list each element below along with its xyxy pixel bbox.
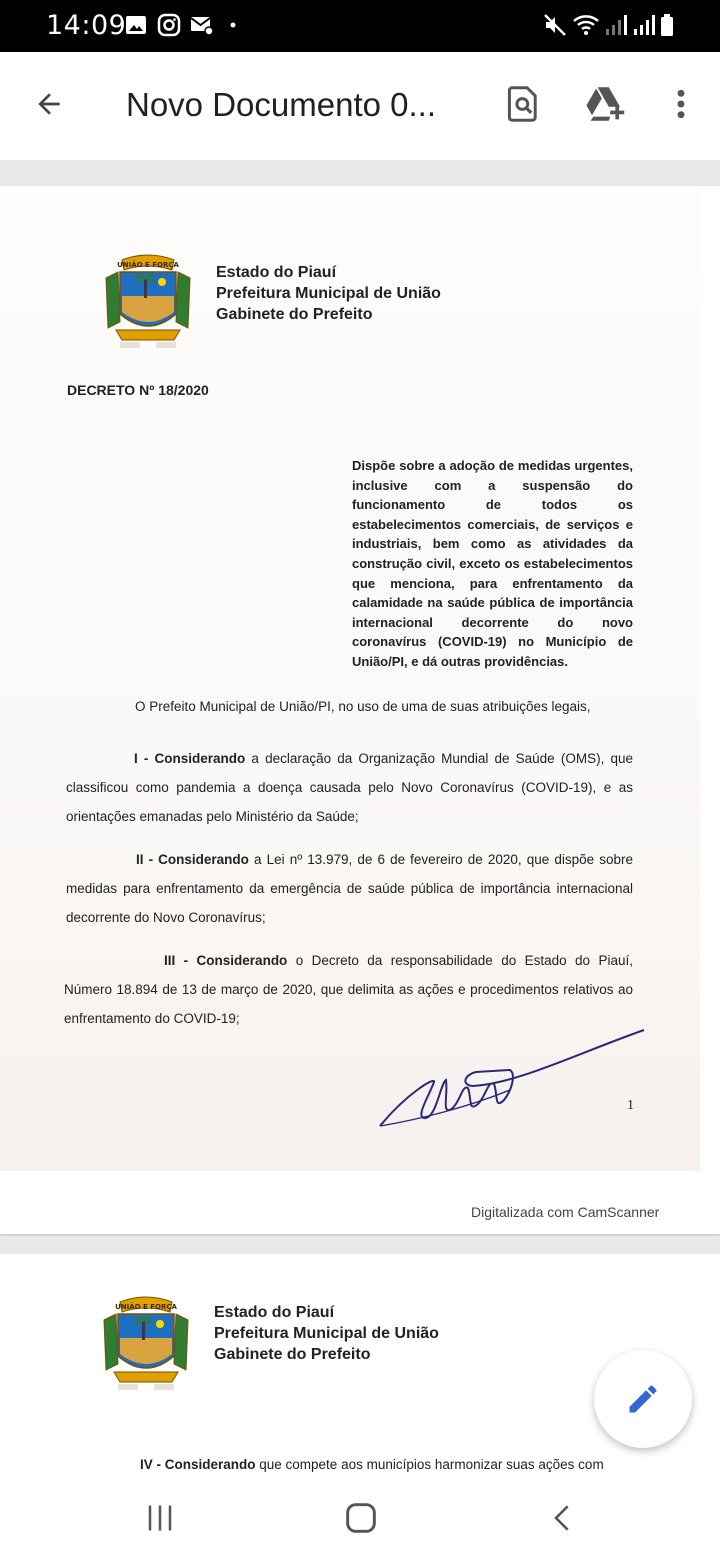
mute-icon — [543, 13, 567, 37]
decree-summary: Dispõe sobre a adoção de medidas urgentes, inclusive com a suspensão do funcionamento de todos os estabelecimentos comerciais, de serviços e industriais, bem como as atividades da construção civil, exceto os estabelecimentos que menciona, para enfrentamento da calamidade na saúde pública de importância internacional decorrente do novo coronavírus (COVID-19) no Município de União/PI, e dá outras providências. — [352, 458, 633, 669]
app-bar — [0, 52, 720, 160]
consideration-label: I - Considerando — [134, 751, 246, 766]
consideration-2 — [66, 845, 633, 932]
add-to-drive-icon — [585, 85, 627, 123]
recent-apps-icon — [145, 1503, 175, 1533]
consideration-label: IV - Considerando — [140, 1457, 256, 1472]
status-bar — [0, 0, 720, 52]
svg-text:UNIÃO E FORÇA: UNIÃO E FORÇA — [117, 261, 179, 269]
intro-paragraph: O Prefeito Municipal de União/PI, no uso de uma de suas atribuições legais, — [135, 699, 591, 714]
consideration-label: III - Considerando — [164, 953, 288, 968]
consideration-3 — [64, 946, 633, 1033]
instagram-icon — [157, 13, 181, 37]
arrow-back-icon — [33, 88, 65, 120]
back-icon — [549, 1502, 577, 1534]
add-to-drive-button[interactable] — [582, 80, 630, 128]
more-vertical-icon — [676, 88, 686, 120]
consideration-text: a declaração da Organização Mundial de Saúde (OMS), que classificou como pandemia a doença causada pelo Novo Coronavírus (COVID-19), e as orientações emanadas pelo Ministério da Saúde; — [66, 751, 633, 824]
header-state: Estado do Piauí — [214, 1304, 335, 1321]
decree-title: DECRETO Nº 18/2020 — [67, 382, 209, 398]
header-block — [216, 262, 441, 325]
camscanner-note: Digitalizada com CamScanner — [471, 1204, 660, 1220]
image-icon — [124, 13, 148, 37]
document-title: Novo Documento 0... — [126, 86, 436, 123]
svg-text:UNIÃO E FORÇA: UNIÃO E FORÇA — [115, 1303, 177, 1311]
find-in-document-icon — [506, 85, 540, 123]
recent-apps-button[interactable] — [130, 1494, 190, 1542]
wifi-icon — [572, 13, 602, 37]
signal-icon — [632, 13, 656, 37]
home-button[interactable] — [331, 1494, 391, 1542]
signature-image — [376, 1024, 648, 1132]
consideration-text: a Lei nº 13.979, de 6 de fevereiro de 2020, que dispõe sobre medidas para enfrentamento da emergência de saúde pública de importância internacional decorrente do Novo Coronavírus; — [66, 852, 633, 925]
consideration-1 — [66, 744, 633, 831]
header-state: Estado do Piauí — [216, 264, 337, 281]
back-button[interactable] — [25, 80, 73, 128]
municipal-crest-icon — [104, 252, 192, 350]
municipal-crest-icon — [102, 1294, 190, 1392]
edit-button[interactable] — [594, 1350, 692, 1448]
document-page-1 — [0, 186, 720, 1234]
more-options-button[interactable] — [657, 80, 705, 128]
document-viewer[interactable] — [0, 160, 720, 1480]
header-prefecture: Prefeitura Municipal de União — [214, 1325, 439, 1342]
home-icon — [345, 1502, 377, 1534]
dot-icon — [228, 13, 238, 37]
header-cabinet: Gabinete do Prefeito — [216, 306, 373, 323]
consideration-label: II - Considerando — [136, 852, 249, 867]
header-prefecture: Prefeitura Municipal de União — [216, 285, 441, 302]
nav-back-button[interactable] — [533, 1494, 593, 1542]
status-time: 14:09 — [46, 10, 127, 41]
edit-pencil-icon — [625, 1381, 661, 1417]
page-number: 1 — [627, 1098, 634, 1113]
signal-icon — [604, 13, 628, 37]
consideration-text: que compete aos municípios harmonizar suas ações com — [255, 1457, 604, 1472]
system-nav-bar — [0, 1480, 720, 1560]
header-cabinet: Gabinete do Prefeito — [214, 1346, 371, 1363]
consideration-text: o Decreto da responsabilidade do Estado do Piauí, Número 18.894 de 13 de março de 2020, que delimita as ações e procedimentos relativos ao enfrentamento do COVID-19; — [64, 953, 633, 1026]
mail-settings-icon — [190, 13, 214, 37]
find-in-document-button[interactable] — [499, 80, 547, 128]
header-block — [214, 1302, 439, 1365]
scanned-paper — [0, 186, 700, 1171]
consideration-4 — [140, 1450, 660, 1479]
battery-icon — [659, 13, 675, 37]
